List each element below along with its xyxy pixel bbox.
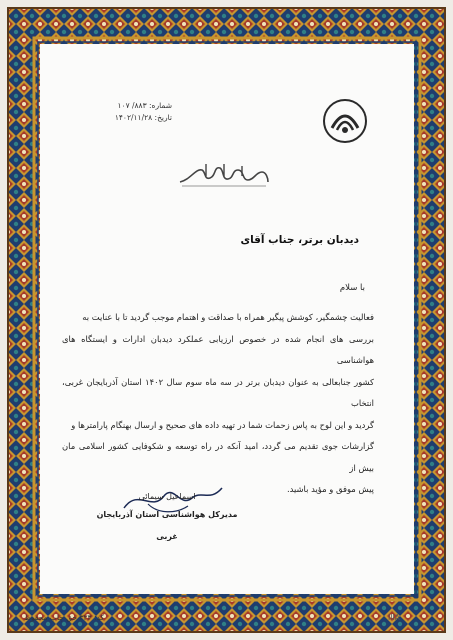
signer-role: مدیرکل هواشناسی استان آذربایجان غربی xyxy=(96,510,238,541)
signature-block xyxy=(92,490,242,548)
letter-body xyxy=(62,307,374,501)
greeting: با سلام xyxy=(339,283,365,293)
signer-name: اسماعیل سیمائی xyxy=(138,492,196,501)
body-line: پیش موفق و مؤید باشید. xyxy=(286,484,374,494)
letter-meta xyxy=(92,100,172,124)
body-line: بررسی های انجام شده در خصوص ارزیابی عملکرد دیدبان ادارات و ایستگاه های هواشناسی xyxy=(62,333,374,365)
recipient-line: دیدبان برتر، جناب آقای xyxy=(240,234,359,246)
letter-date: تاریخ: ۱۴۰۲/۱۱/۲۸ xyxy=(114,113,172,122)
body-line: گزارشات جوی تقدیم می گردد، امید آنکه در راه توسعه و شکوفایی کشور اسلامی مان بیش از xyxy=(62,441,374,473)
body-line: کشور جنابعالی به عنوان دیدبان برتر در سه ماه سوم سال ۱۴۰۲ استان آذربایجان غربی، انتخاب xyxy=(62,376,374,408)
printer-mark: IIIA xyxy=(388,613,400,622)
body-line: فعالیت چشمگیر، کوشش پیگیر همراه با صداقت و اهتمام موجب گردید تا با عنایت به xyxy=(82,312,374,322)
print-code: کد: ۳۲۳ حق چاپ محفوظ xyxy=(24,613,105,622)
organization-logo-icon xyxy=(322,98,368,144)
body-line: گردید و این لوح به پاس زحمات شما در تهیه داده های صحیح و ارسال بهنگام پارامترها و xyxy=(71,419,374,430)
bismillah-calligraphy xyxy=(176,160,272,190)
letter-number: شماره: ۸۸۳/ ۱۰۷ xyxy=(117,101,172,110)
